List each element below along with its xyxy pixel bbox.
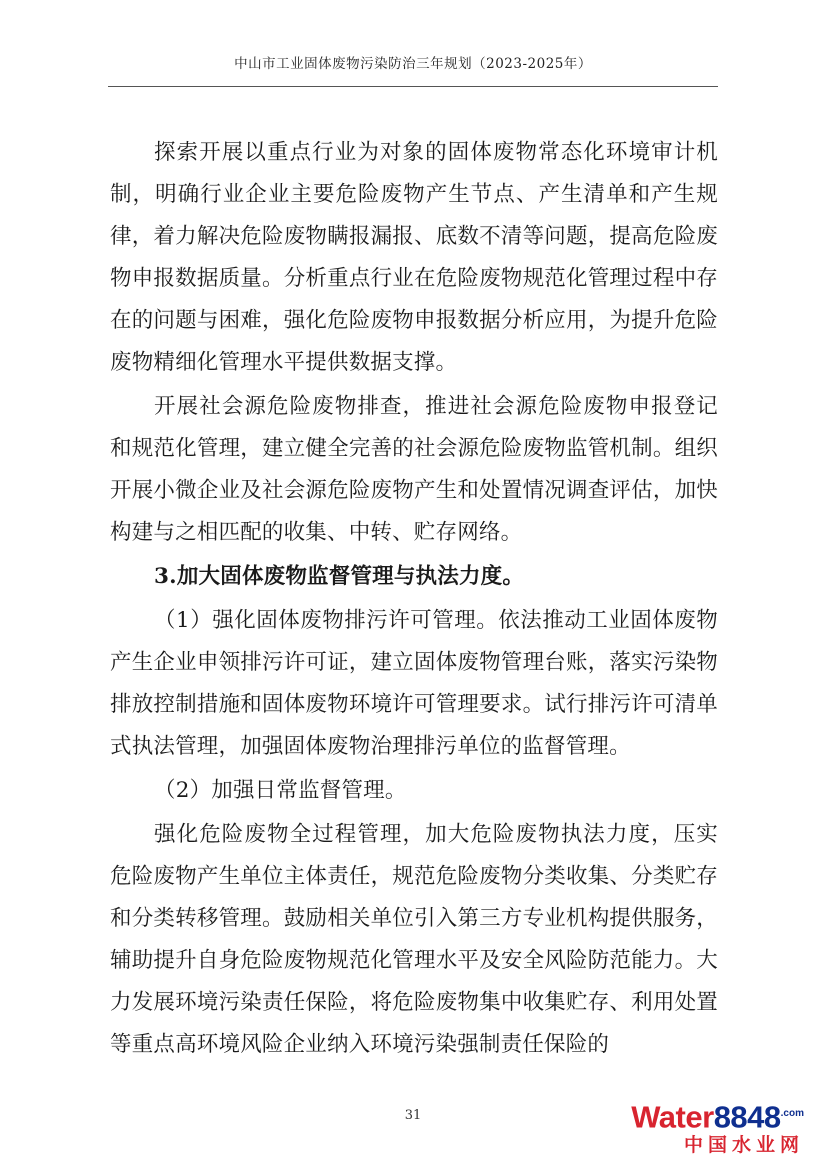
running-header: 中山市工业固体废物污染防治三年规划（2023-2025年） [234,56,592,72]
paragraph-1: 探索开展以重点行业为对象的固体废物常态化环境审计机制，明确行业企业主要危险废物产生节点、产生清单和产生规律，着力解决危险废物瞒报漏报、底数不清等问题，提高危险废物申报数据质量。分析重点行业在危险废物规范化管理过程中存在的问题与困难，强化危险废物申报数据分析应用，为提升危险废物精细化管理水平提供数据支撑。 [110,140,718,375]
watermark [622,1097,804,1159]
paragraph-5: 强化危险废物全过程管理，加大危险废物执法力度，压实危险废物产生单位主体责任，规范危险废物分类收集、分类贮存和分类转移管理。鼓励相关单位引入第三方专业机构提供服务，辅助提升自身危险废物规范化管理水平及安全风险防范能力。大力发展环境污染责任保险，将危险废物集中收集贮存、利用处置等重点高环境风险企业纳入环境污染强制责任保险的 [110,822,718,1057]
watermark-brand-number: 8848 [713,1099,781,1135]
page-number: 31 [404,1108,422,1123]
paragraph-3: （1）强化固体废物排污许可管理。依法推动工业固体废物产生企业申领排污许可证，建立固体废物管理台账，落实污染物排放控制措施和固体废物环境许可管理要求。试行排污许可清单式执法管理，加强固体废物治理排污单位的监督管理。 [110,608,718,759]
paragraph-4: （2）加强日常监督管理。 [154,778,407,803]
header-divider [108,86,718,87]
watermark-brand-suffix: .com [780,1108,804,1119]
watermark-brand-text: Water [631,1099,714,1135]
watermark-brand [622,1097,804,1134]
page-content [110,132,718,1068]
section-heading-3: 3.加大固体废物监督管理与执法力度。 [154,564,525,589]
paragraph-2: 开展社会源危险废物排查，推进社会源危险废物申报登记和规范化管理，建立健全完善的社会源危险废物监管机制。组织开展小微企业及社会源危险废物产生和处置情况调查评估，加快构建与之相匹配的收集、中转、贮存网络。 [110,394,718,545]
watermark-subtitle: 中国水业网 [683,1135,804,1157]
